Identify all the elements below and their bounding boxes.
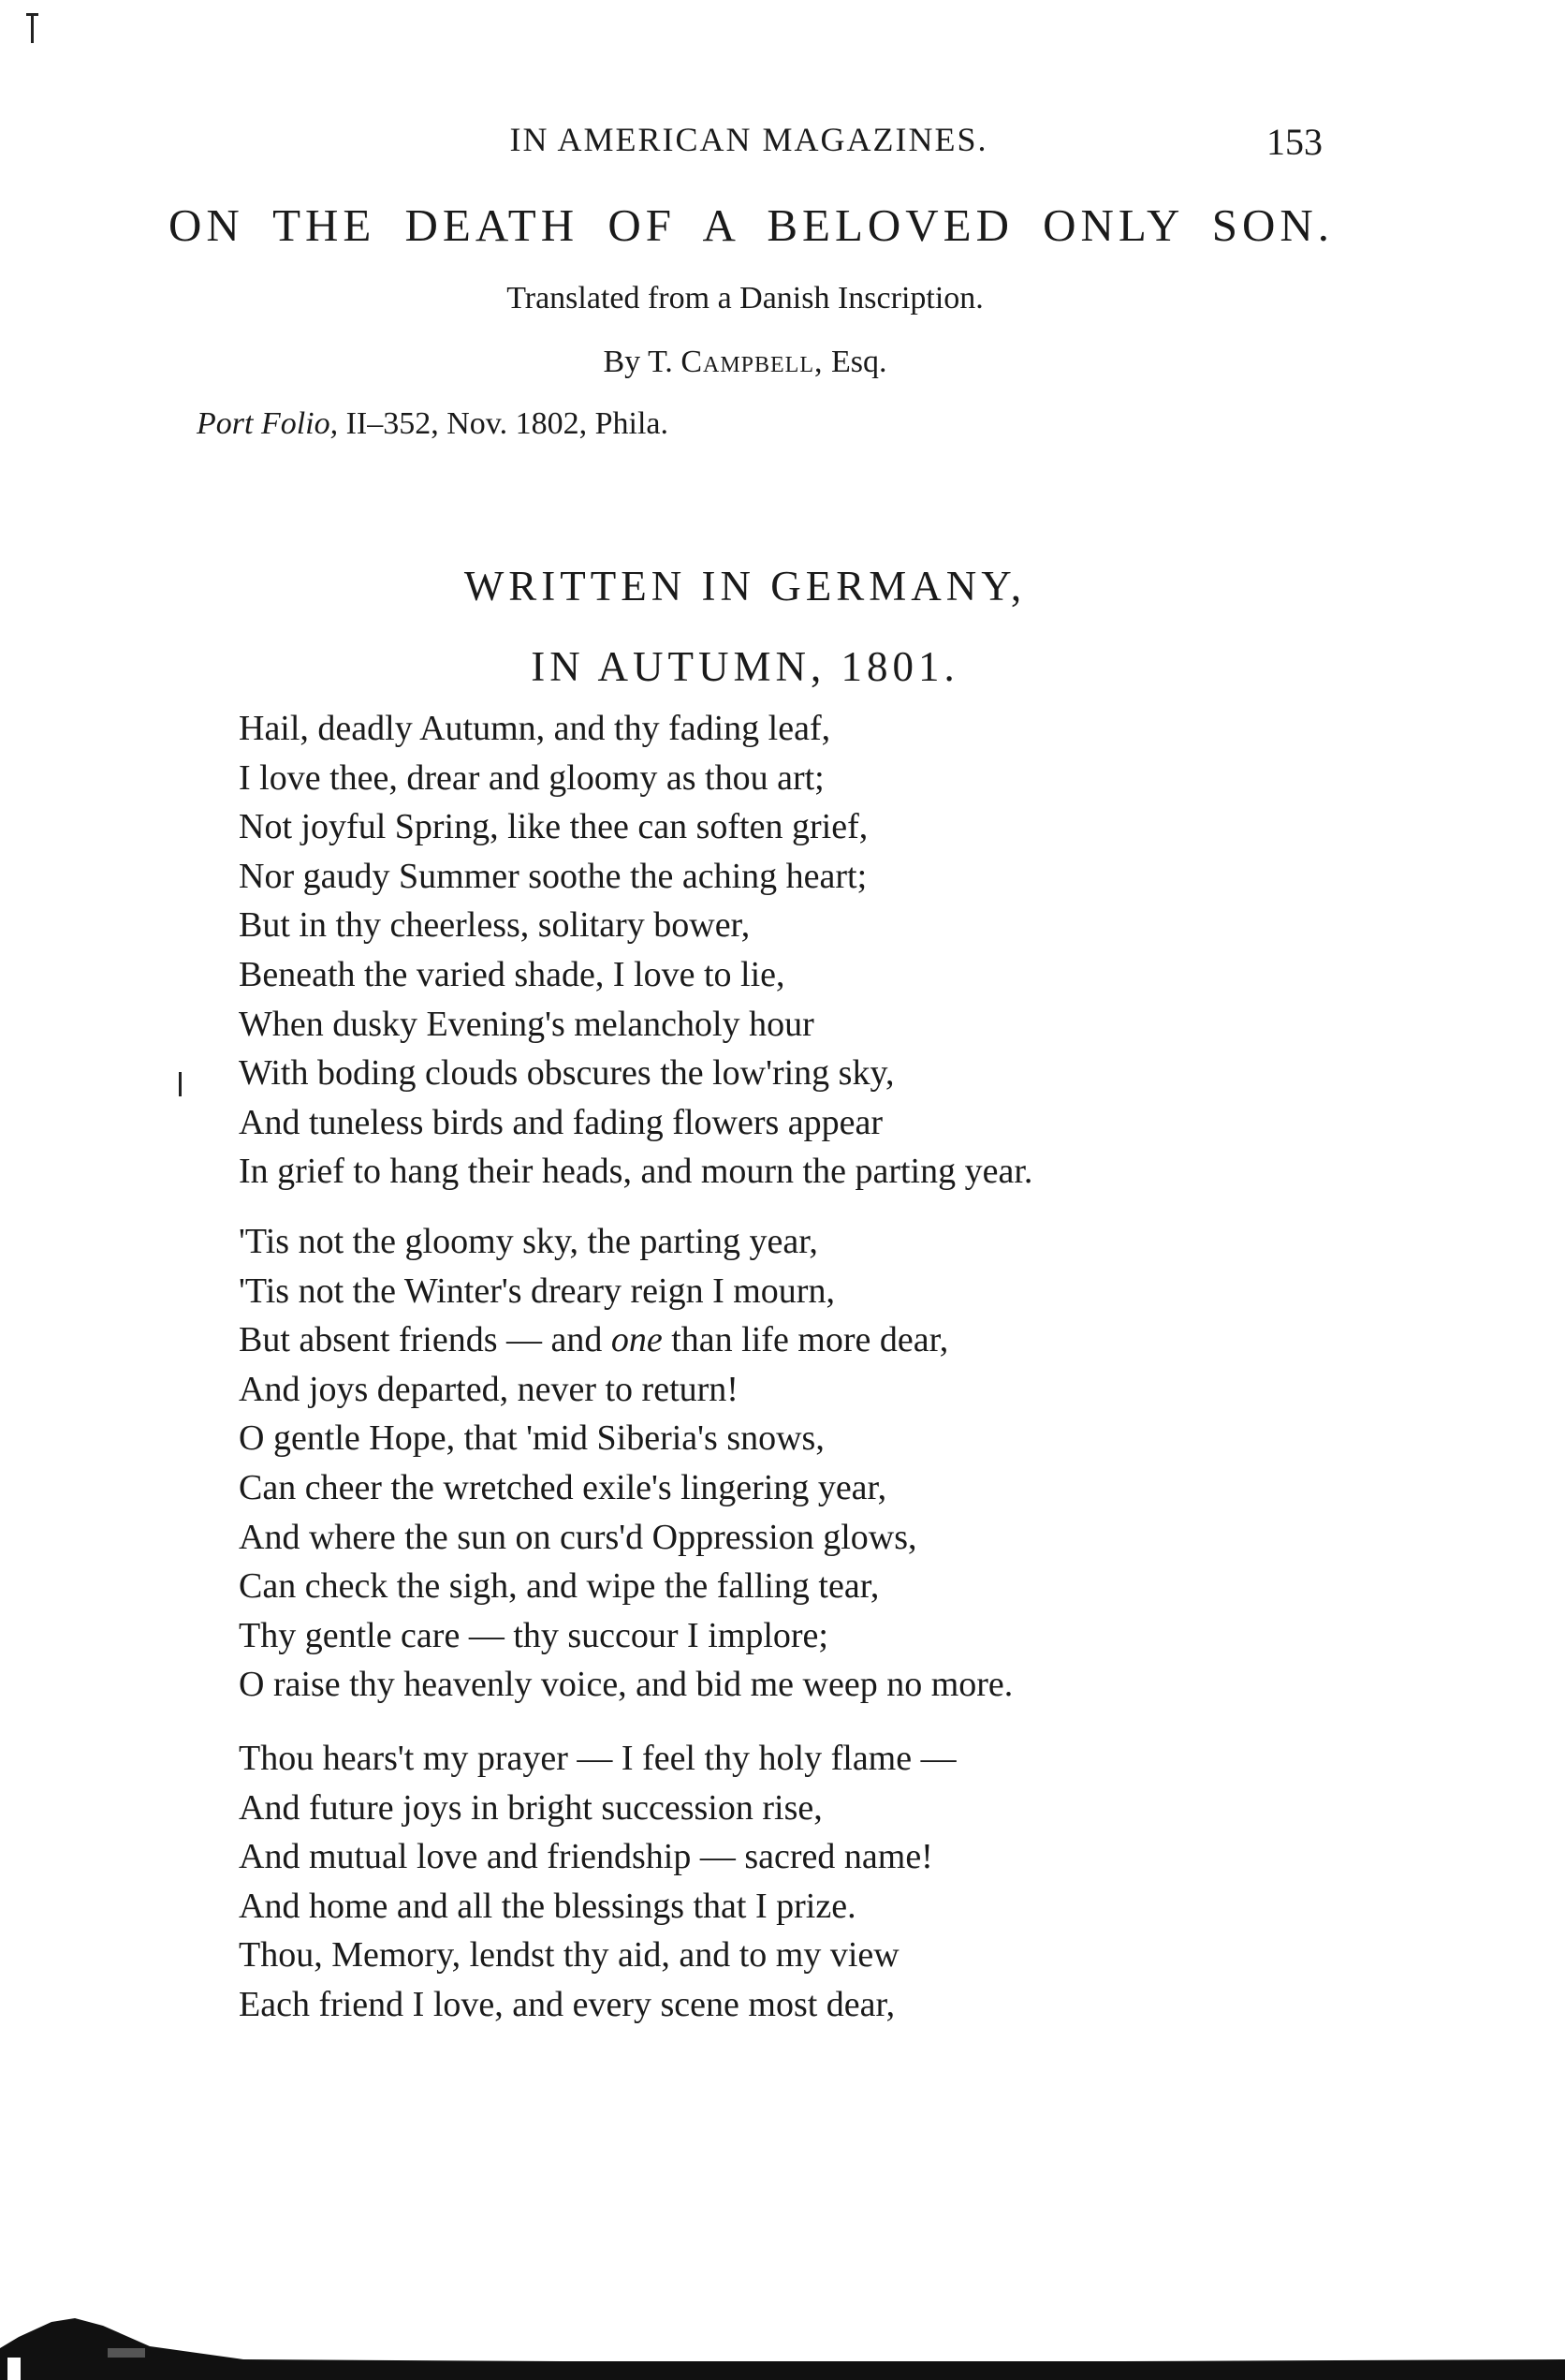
poem-line: With boding clouds obscures the low'ring sky, (239, 1053, 895, 1094)
poem-line: And home and all the blessings that I prize. (239, 1886, 856, 1926)
poem-line: 'Tis not the Winter's dreary reign I mourn, (239, 1271, 835, 1311)
line-text-after: than life more dear, (662, 1320, 949, 1360)
poem-line: 'Tis not the gloomy sky, the parting year, (239, 1222, 818, 1261)
stanza-2 (239, 1217, 1013, 1710)
poem1-subtitle: Translated from a Danish Inscription. (506, 281, 984, 316)
source-journal: Port Folio, (197, 406, 339, 441)
stanza-3 (239, 1734, 957, 2030)
stanza-1 (239, 704, 1032, 1197)
poem-line: And future joys in bright succession rise, (239, 1787, 823, 1828)
poem-line: When dusky Evening's melancholy hour (239, 1004, 814, 1044)
poem-line: O raise thy heavenly voice, and bid me weep no more. (239, 1665, 1014, 1705)
scan-edge-notch-2 (108, 2348, 145, 2358)
line-text-before: But absent friends — and (239, 1320, 611, 1360)
poem-line: Each friend I love, and every scene most dear, (239, 1984, 896, 2024)
margin-mark-top (31, 13, 34, 43)
running-head: IN AMERICAN MAGAZINES. (509, 121, 988, 158)
byline-author: Campbell, (680, 345, 824, 379)
byline-suffix: Esq. (823, 345, 887, 379)
poem-line (239, 1315, 1013, 1365)
scan-edge-shape (0, 2318, 1565, 2380)
page-number: 153 (1266, 121, 1323, 163)
margin-mark-top-serif (26, 13, 38, 16)
poem-line: Beneath the varied shade, I love to lie, (239, 954, 785, 994)
source-details: II–352, Nov. 1802, Phila. (338, 406, 668, 441)
poem-line: Hail, deadly Autumn, and thy fading leaf, (239, 709, 831, 748)
poem-line: But in thy cheerless, solitary bower, (239, 905, 751, 946)
scan-edge-notch-1 (7, 2358, 21, 2380)
poem-line: I love thee, drear and gloomy as thou art; (239, 757, 825, 798)
poem-line: And joys departed, never to return! (239, 1369, 739, 1409)
scan-edge-bottom (0, 2299, 1565, 2380)
byline-prefix: By T. (603, 345, 681, 379)
poem-line: And where the sun on curs'd Oppression glows, (239, 1517, 917, 1557)
poem2-title-line1: WRITTEN IN GERMANY, (463, 563, 1027, 610)
poem-line: O gentle Hope, that 'mid Siberia's snows, (239, 1418, 825, 1459)
poem-line: Thou, Memory, lendst thy aid, and to my view (239, 1935, 900, 1976)
poem1-source (197, 406, 668, 442)
poem-line: And tuneless birds and fading flowers appear (239, 1102, 884, 1142)
poem-line: And mutual love and friendship — sacred name! (239, 1837, 933, 1877)
poem-line: Thy gentle care — thy succour I implore; (239, 1615, 828, 1655)
poem2-title-line2: IN AUTUMN, 1801. (531, 643, 959, 690)
poem-line: Can cheer the wretched exile's lingering year, (239, 1467, 887, 1507)
poem-line: Can check the sigh, and wipe the falling tear, (239, 1566, 880, 1607)
poem1-byline (0, 345, 1490, 380)
poem-line: Not joyful Spring, like thee can soften grief, (239, 807, 869, 847)
poem-line: Nor gaudy Summer soothe the aching heart; (239, 856, 868, 896)
poem-line: In grief to hang their heads, and mourn the parting year. (239, 1152, 1033, 1192)
line-text-italic: one (610, 1320, 663, 1360)
poem-line: Thou hears't my prayer — I feel thy holy flame — (239, 1739, 957, 1778)
margin-mark-left (179, 1072, 182, 1096)
poem1-title: ON THE DEATH OF A BELOVED ONLY SON. (168, 199, 1334, 251)
